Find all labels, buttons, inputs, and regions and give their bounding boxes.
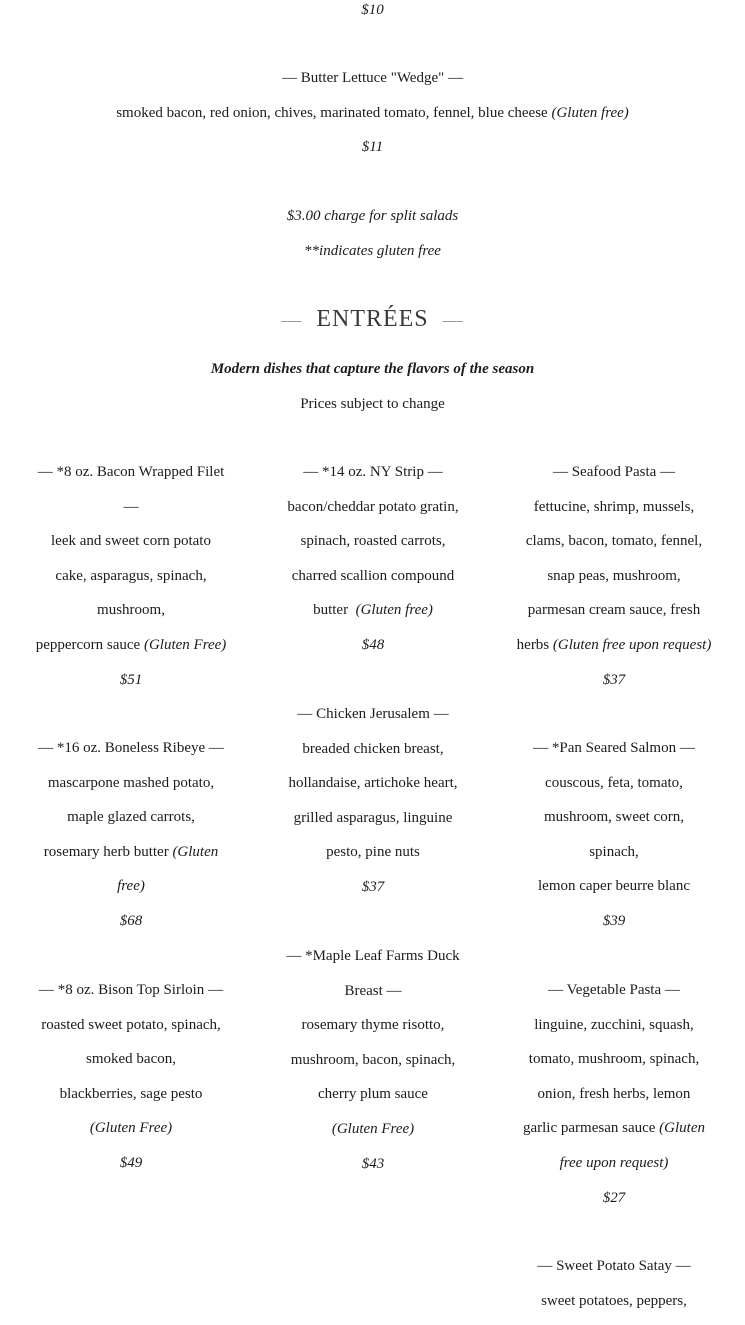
item-price: $37	[361, 878, 385, 895]
item-desc: charred scallion compound	[291, 567, 455, 584]
item-desc: grilled asparagus, linguine	[293, 809, 453, 826]
gluten-free-note: (Gluten Free)	[143, 636, 227, 653]
item-desc: linguine, zucchini, squash,	[534, 1016, 694, 1033]
item-desc: maple glazed carrots,	[67, 809, 195, 826]
gluten-free-note: (Gluten free upon request)	[552, 636, 712, 653]
item-desc: hollandaise, artichoke heart,	[288, 775, 458, 792]
item-name-cont: Breast —	[344, 982, 402, 999]
wedge-salad-name: — Butter Lettuce "Wedge" —	[282, 70, 463, 86]
item-name: — Chicken Jerusalem —	[297, 706, 449, 722]
menu-item-chicken-jerusalem	[262, 697, 484, 905]
item-name: — Vegetable Pasta —	[548, 982, 680, 998]
item-name: — *8 oz. Bison Top Sirloin —	[38, 982, 224, 998]
entrees-subtitle: Modern dishes that capture the flavors of the season	[210, 361, 535, 377]
wedge-salad-price: $11	[361, 139, 384, 155]
item-price: $39	[602, 912, 626, 929]
item-price: $27	[602, 1189, 626, 1206]
item-desc: spinach,	[589, 843, 639, 860]
prices-note: Prices subject to change	[300, 396, 445, 412]
menu-item-duck-breast	[262, 939, 484, 1181]
item-name: — *Pan Seared Salmon —	[533, 740, 695, 756]
item-price: $37	[602, 671, 626, 688]
menu-item-vegetable-pasta	[503, 973, 725, 1215]
item-price: $48	[361, 636, 385, 653]
item-name: — *8 oz. Bacon Wrapped Filet	[37, 464, 225, 480]
item-name: — *16 oz. Boneless Ribeye —	[38, 740, 224, 756]
item-desc: lemon caper beurre blanc	[538, 878, 690, 895]
item-desc: butter (Gluten free)	[313, 602, 433, 619]
item-desc: clams, bacon, tomato, fennel,	[525, 533, 703, 550]
menu-item-pan-seared-salmon	[503, 731, 725, 939]
item-desc: sweet potatoes, peppers,	[541, 1292, 687, 1309]
item-name: — *14 oz. NY Strip —	[303, 464, 443, 480]
item-desc: mascarpone mashed potato,	[47, 774, 215, 791]
heading-dash-right: —	[442, 309, 464, 331]
item-desc: onion, fresh herbs, lemon	[537, 1085, 691, 1102]
gluten-free-note: (Gluten free)	[551, 105, 629, 121]
item-desc: garlic parmesan sauce (Gluten	[522, 1120, 705, 1137]
item-name: — Sweet Potato Satay —	[537, 1258, 691, 1274]
item-desc: pesto, pine nuts	[326, 844, 420, 861]
item-price: $43	[361, 1155, 385, 1172]
item-desc: leek and sweet corn potato	[51, 533, 211, 550]
gluten-free-note: (Gluten	[172, 843, 219, 860]
item-desc: cake, asparagus, spinach,	[55, 567, 207, 584]
item-desc: blackberries, sage pesto	[59, 1085, 203, 1102]
item-desc: mushroom, bacon, spinach,	[290, 1051, 456, 1068]
item-desc: peppercorn sauce (Gluten Free)	[35, 636, 227, 653]
item-desc: breaded chicken breast,	[302, 740, 444, 757]
gluten-free-legend: **indicates gluten free	[304, 243, 441, 259]
item-desc: herbs (Gluten free upon request)	[516, 636, 712, 653]
item-desc: bacon/cheddar potato gratin,	[287, 498, 459, 515]
entrees-heading	[0, 304, 745, 335]
gluten-free-note-cont: free)	[117, 878, 145, 895]
split-salad-note: $3.00 charge for split salads	[286, 208, 459, 224]
item-desc: fettucine, shrimp, mussels,	[533, 498, 695, 515]
gluten-free-note: (Gluten free)	[355, 602, 433, 619]
item-price: $68	[119, 912, 143, 929]
menu-item-bison-top-sirloin	[20, 973, 242, 1181]
item-name-cont: —	[123, 498, 139, 515]
item-desc: rosemary thyme risotto,	[301, 1017, 445, 1034]
wedge-salad-description: smoked bacon, red onion, chives, marinated tomato, fennel, blue cheese (Gluten free)	[116, 105, 629, 121]
item-price: $49	[119, 1154, 143, 1171]
item-desc: mushroom,	[97, 602, 165, 619]
item-desc: spinach, roasted carrots,	[300, 533, 446, 550]
item-desc: roasted sweet potato, spinach,	[41, 1016, 221, 1033]
menu-item-boneless-ribeye	[20, 731, 242, 939]
gluten-free-note: (Gluten Free)	[89, 1120, 173, 1137]
menu-item-ny-strip	[262, 455, 484, 663]
menu-item-sweet-potato-satay	[503, 1249, 725, 1318]
item-desc: rosemary herb butter (Gluten	[43, 843, 219, 860]
item-desc: cherry plum sauce	[318, 1086, 428, 1103]
gluten-free-note-cont: free upon request)	[559, 1154, 669, 1171]
item-desc: mushroom, sweet corn,	[544, 809, 684, 826]
item-desc: tomato, mushroom, spinach,	[528, 1051, 700, 1068]
gluten-free-note: (Gluten	[659, 1120, 705, 1137]
entrees-title: ENTRÉES	[316, 306, 429, 332]
item-desc: couscous, feta, tomato,	[545, 774, 683, 791]
gluten-free-note: (Gluten Free)	[331, 1120, 415, 1137]
menu-item-seafood-pasta	[503, 455, 725, 697]
item-name: — Seafood Pasta —	[552, 464, 676, 480]
item-desc: parmesan cream sauce, fresh	[527, 602, 701, 619]
item-desc: snap peas, mushroom,	[547, 567, 681, 584]
menu-item-bacon-wrapped-filet	[20, 455, 242, 697]
heading-dash-left: —	[281, 309, 303, 331]
previous-item-price: $10	[361, 2, 384, 18]
item-desc: smoked bacon,	[86, 1051, 176, 1068]
item-name: — *Maple Leaf Farms Duck	[286, 948, 460, 964]
item-price: $51	[119, 671, 143, 688]
